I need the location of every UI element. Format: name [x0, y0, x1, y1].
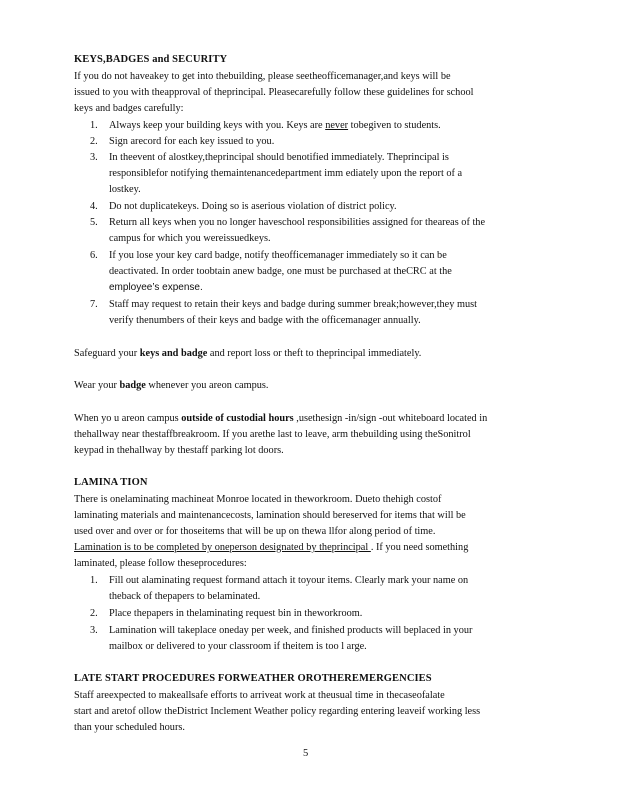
list-item-number: 7.	[90, 299, 98, 310]
paragraph-text: Wear your	[74, 380, 120, 391]
outside-hours-bold: outside of custodial hours	[181, 413, 294, 424]
list-item	[109, 119, 441, 133]
wear-badge-paragraph	[74, 379, 269, 393]
lamination-heading: LAMINA TION	[74, 477, 148, 488]
paragraph-text: . If you need something	[370, 542, 469, 553]
lamination-line-3: used over and over or for thoseitems that will be up on thewa llfor along period of time.	[74, 526, 436, 537]
lamination-underlined: Lamination is to be completed by oneperson designated by theprincipal	[74, 542, 371, 553]
lamination-line-1: There is onelaminating machineat Monroe located in theworkroom. Dueto thehigh costof	[74, 494, 442, 505]
list-item-text: Fill out alaminating request formand attach it toyour items. Clearly mark your name on	[109, 575, 469, 586]
list-item-number: 6.	[90, 250, 98, 261]
paragraph-text: and report loss or theft to theprincipal immediately.	[207, 348, 422, 359]
badge-bold: badge	[119, 380, 146, 391]
never-underlined: never	[325, 120, 349, 131]
late-start-heading: LATE START PROCEDURES FORWEATHER OROTHEREMERGENCIES	[74, 673, 432, 684]
list-item-number: 5.	[90, 217, 98, 228]
list-item-text: Staff may request to retain their keys and badge during summer break;however,they must	[109, 299, 477, 310]
list-item-number: 1.	[90, 120, 98, 131]
page-number: 5	[303, 748, 309, 759]
keys-intro-line-3: keys and badges carefully:	[74, 103, 184, 114]
after-hours-paragraph	[74, 412, 487, 426]
list-item-text: Sign arecord for each key issued to you.	[109, 136, 275, 147]
after-hours-line-2: thehallway near thestaffbreakroom. If you arethe last to leave, arm thebuilding using theSonitrol	[74, 429, 471, 440]
paragraph-text: whenever you areon campus.	[145, 380, 269, 391]
list-item-text: responsiblefor notifying themaintenancedepartment imm ediately upon the report of a	[109, 168, 463, 179]
list-item-text-tail: tobegiven to students.	[348, 120, 441, 131]
lamination-line-4	[74, 541, 468, 555]
late-start-line-3: than your scheduled hours.	[74, 722, 185, 733]
list-item-text: mailbox or delivered to your classroom if theitem is too l arge.	[109, 641, 367, 652]
paragraph-text: Safeguard your	[74, 348, 140, 359]
list-item-number: 4.	[90, 201, 98, 212]
list-item-text: Always keep your building keys with you. Keys are	[109, 120, 326, 131]
list-item-text: employee’s expense.	[109, 282, 203, 293]
lamination-line-5: laminated, please follow theseprocedures:	[74, 558, 247, 569]
list-item-text: Return all keys when you no longer haveschool responsibilities assigned for theareas of the	[109, 217, 486, 228]
list-item-text: Place thepapers in thelaminating request bin in theworkroom.	[109, 608, 363, 619]
paragraph-text: ,usethesign -in/sign -out whiteboard located in	[293, 413, 488, 424]
keys-intro-line-1: If you do not haveakey to get into thebuilding, please seetheofficemanager,and keys will be	[74, 71, 451, 82]
list-item-number: 3.	[90, 152, 98, 163]
list-item-text: campus for which you wereissuedkeys.	[109, 233, 271, 244]
list-item-text: If you lose your key card badge, notify theofficemanager immediately so it can be	[109, 250, 447, 261]
keys-and-badge-bold: keys and badge	[139, 348, 208, 359]
list-item-number: 1.	[90, 575, 98, 586]
list-item-text: lostkey.	[109, 184, 141, 195]
late-start-line-1: Staff areexpected to makeallsafe efforts to arriveat work at theusual time in thecaseofalate	[74, 690, 445, 701]
after-hours-line-3: keypad in thehallway by thestaff parking lot doors.	[74, 445, 284, 456]
list-item-number: 2.	[90, 136, 98, 147]
keys-intro-line-2: issued to you with theapproval of theprincipal. Pleasecarefully follow these guidelines for school	[74, 87, 474, 98]
list-item-text: In theevent of alostkey,theprincipal should benotified immediately. Theprincipal is	[109, 152, 449, 163]
lamination-line-2: laminating materials and maintenancecosts, lamination should bereserved for items that will be	[74, 510, 466, 521]
keys-heading: KEYS,BADGES and SECURITY	[74, 54, 228, 65]
list-item-number: 2.	[90, 608, 98, 619]
list-item-text: verify thenumbers of their keys and badge with the officemanager annually.	[109, 315, 421, 326]
list-item-text: Lamination will takeplace oneday per week, and finished products will beplaced in your	[109, 625, 473, 636]
list-item-text: Do not duplicatekeys. Doing so is aserious violation of district policy.	[109, 201, 397, 212]
list-item-text: deactivated. In order toobtain anew badge, one must be purchased at theCRC at the	[109, 266, 452, 277]
late-start-line-2: start and aretof ollow theDistrict Inclement Weather policy regarding entering leaveif working less	[74, 706, 481, 717]
paragraph-text: When yo u areon campus	[74, 413, 182, 424]
safeguard-paragraph	[74, 347, 421, 361]
list-item-text: theback of thepapers to belaminated.	[109, 591, 261, 602]
list-item-number: 3.	[90, 625, 98, 636]
